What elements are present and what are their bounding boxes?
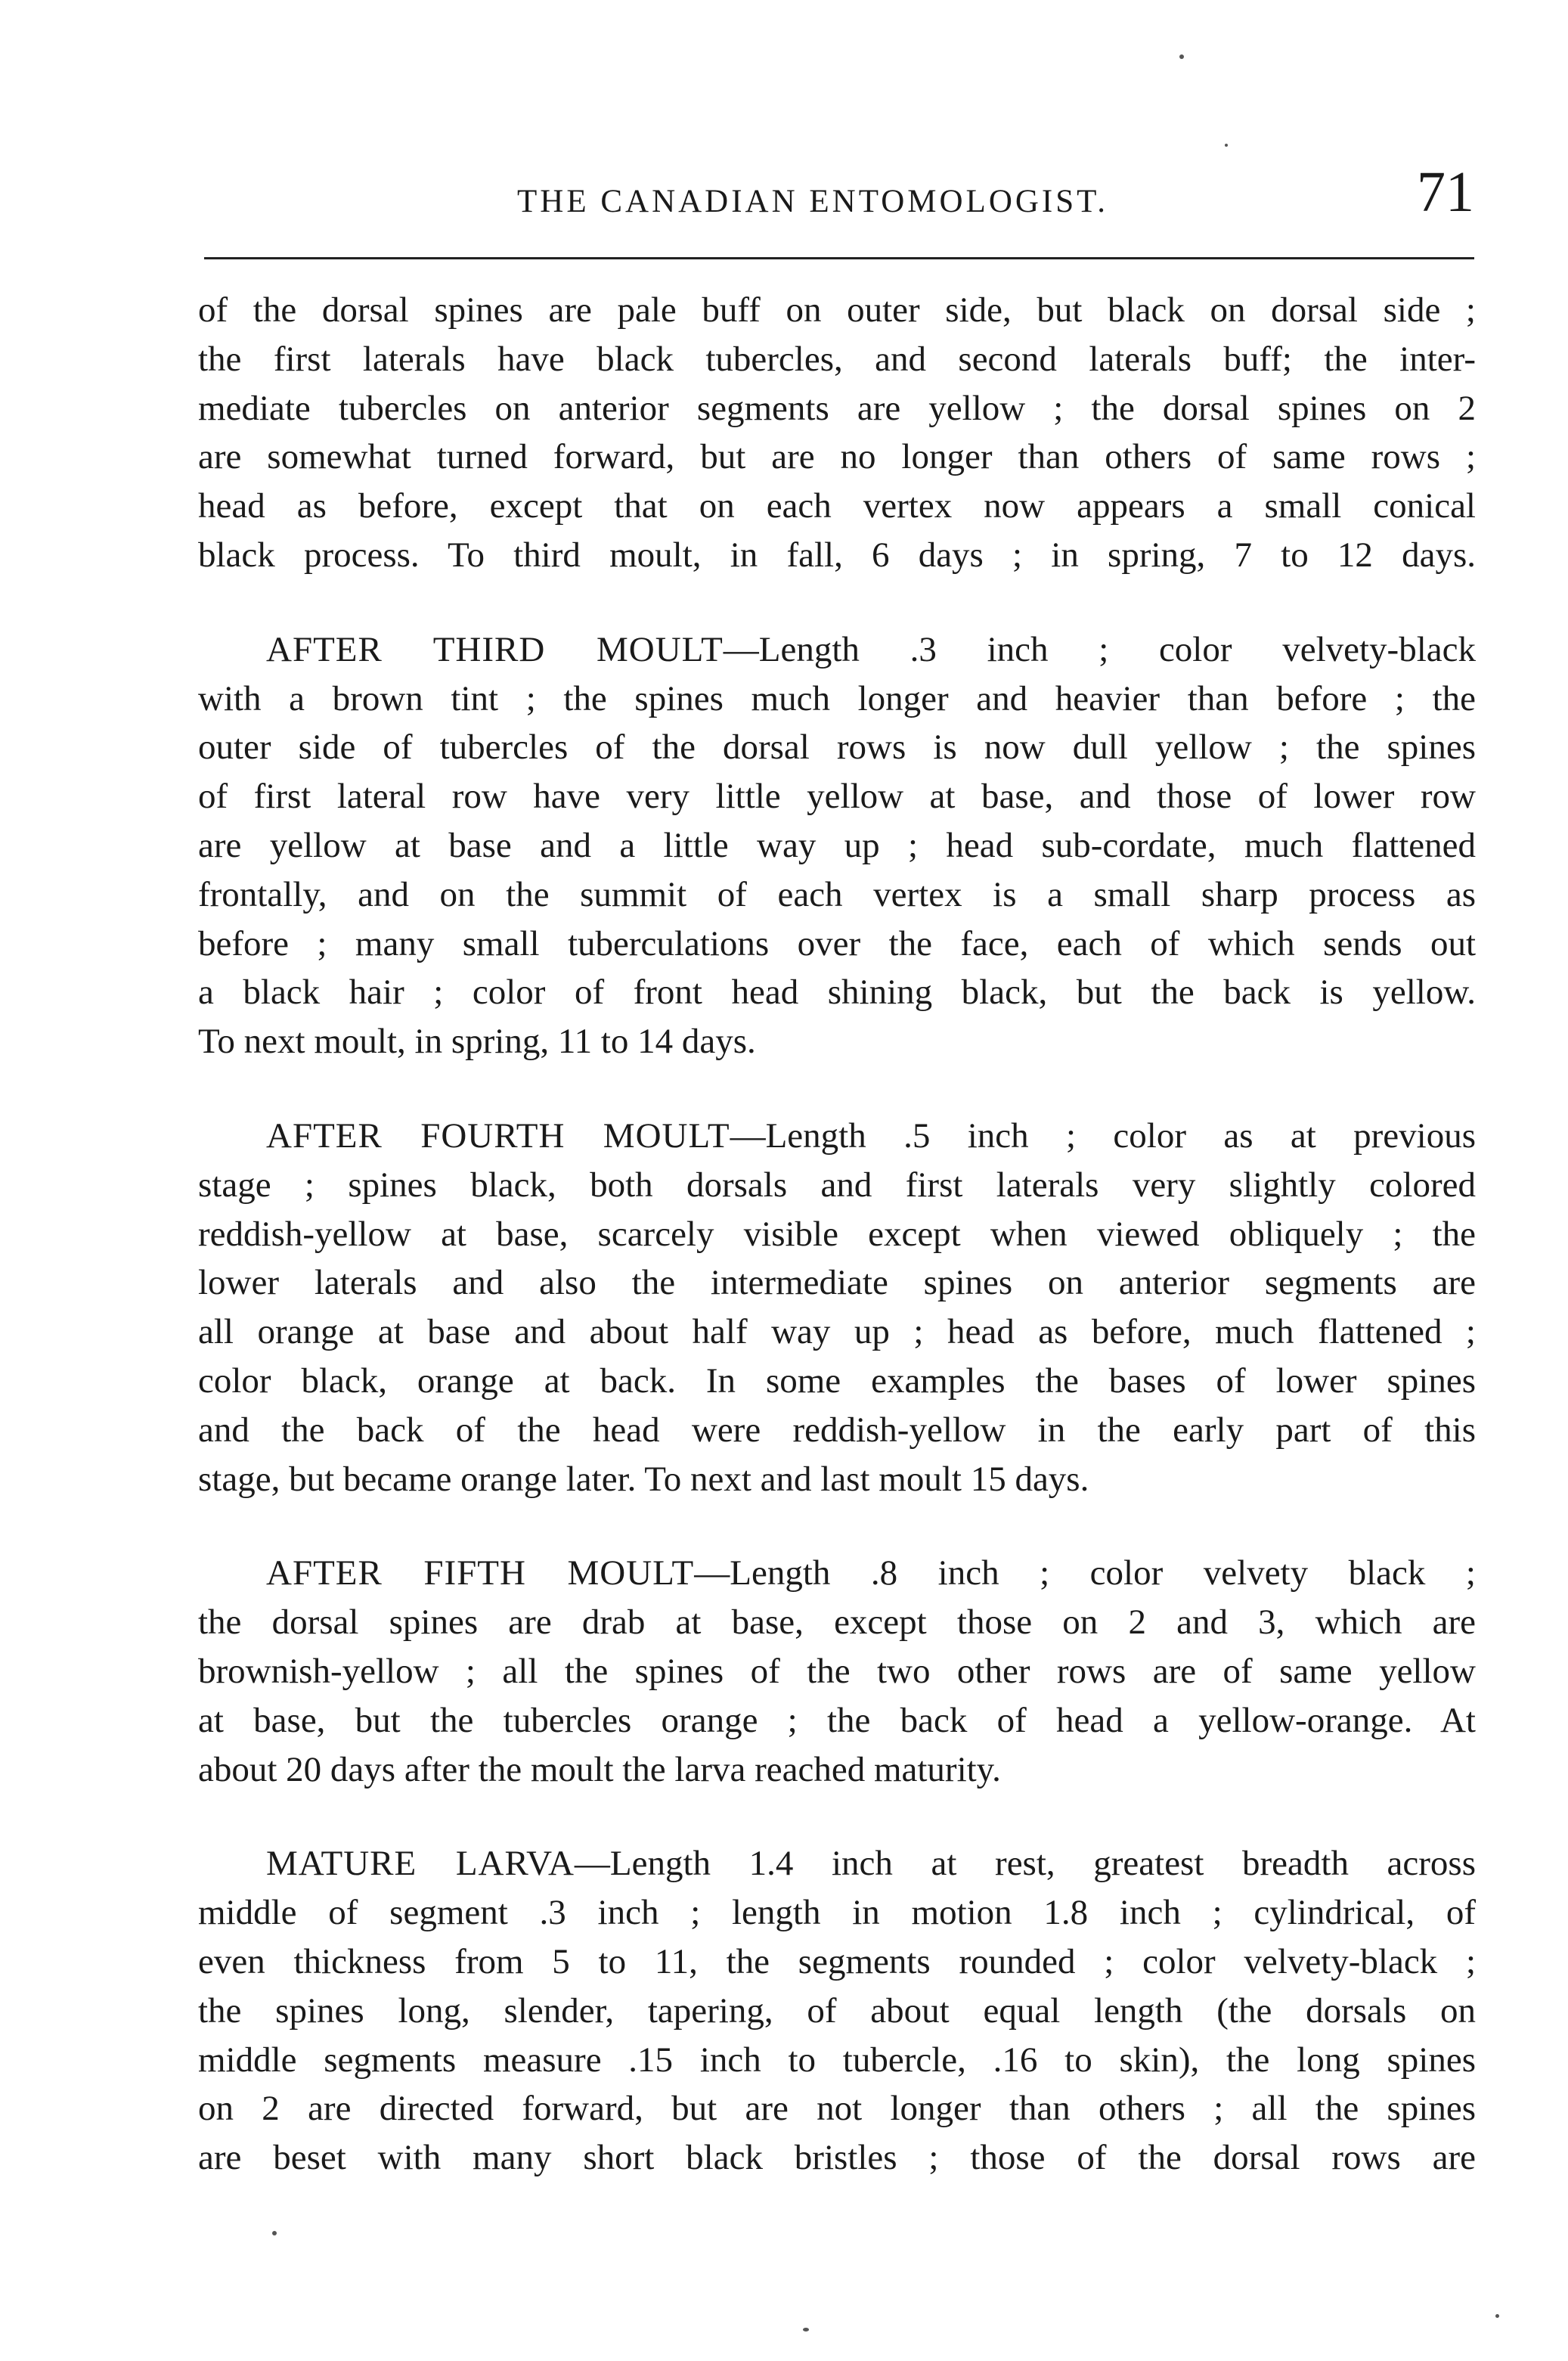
running-head	[204, 160, 1474, 244]
scan-speck	[272, 2231, 277, 2235]
text-line: before ; many small tuberculations over the face, each of which sends out	[198, 923, 1476, 963]
text-line: brownish-yellow ; all the spines of the two other rows are of same yellow	[198, 1651, 1476, 1691]
text-line: stage ; spines black, both dorsals and first laterals very slightly colored	[198, 1165, 1476, 1205]
paragraph-after-fifth-moult	[198, 1549, 1476, 1794]
section-heading: AFTER FOURTH MOULT	[266, 1115, 730, 1156]
paragraph-mature-larva	[198, 1839, 1476, 2183]
text-line	[198, 1549, 1476, 1598]
text-run: —Length 1.4 inch at rest, greatest breadth across	[574, 1844, 1476, 1884]
text-run: —Length .3 inch ; color velvety-black	[723, 629, 1476, 669]
text-run: —Length .5 inch ; color as at previous	[730, 1115, 1477, 1156]
text-line: all orange at base and about half way up ; head as before, much flattened ;	[198, 1312, 1476, 1352]
text-line: reddish-yellow at base, scarcely visible except when viewed obliquely ; the	[198, 1214, 1476, 1254]
text-line: stage, but became orange later. To next and last moult 15 days.	[198, 1459, 1089, 1499]
section-heading: MATURE LARVA	[266, 1844, 575, 1884]
paragraph-after-third-moult	[198, 625, 1476, 1066]
text-line: middle segments measure .15 inch to tubercle, .16 to skin), the long spines	[198, 2040, 1476, 2080]
section-heading: AFTER THIRD MOULT	[266, 629, 724, 669]
text-line: even thickness from 5 to 11, the segments rounded ; color velvety-black ;	[198, 1941, 1476, 1981]
text-line: head as before, except that on each vertex now appears a small conical	[198, 486, 1476, 526]
text-run: —Length .8 inch ; color velvety black ;	[694, 1553, 1476, 1593]
text-line: about 20 days after the moult the larva reached maturity.	[198, 1749, 1001, 1789]
text-line: are somewhat turned forward, but are no longer than others of same rows ;	[198, 437, 1476, 477]
section-heading: AFTER FIFTH MOULT	[266, 1553, 695, 1593]
text-line: black process. To third moult, in fall, 6 days ; in spring, 7 to 12 days.	[198, 535, 1476, 575]
scan-speck	[1225, 144, 1228, 147]
text-line	[198, 1839, 1476, 1888]
text-line: the dorsal spines are drab at base, except those on 2 and 3, which are	[198, 1602, 1476, 1643]
scan-speck	[803, 2328, 809, 2332]
text-line: frontally, and on the summit of each vertex is a small sharp process as	[198, 874, 1476, 914]
body-text	[198, 286, 1476, 2228]
header-rule	[204, 257, 1474, 259]
scan-speck	[1495, 2314, 1499, 2318]
text-line: of the dorsal spines are pale buff on outer side, but black on dorsal side ;	[198, 290, 1476, 330]
text-line: of first lateral row have very little yellow at base, and those of lower row	[198, 777, 1476, 817]
text-line: mediate tubercles on anterior segments are yellow ; the dorsal spines on 2	[198, 388, 1476, 428]
text-line: and the back of the head were reddish-yellow in the early part of this	[198, 1410, 1476, 1450]
text-line: with a brown tint ; the spines much longer and heavier than before ; the	[198, 678, 1476, 718]
text-line: a black hair ; color of front head shining black, but the back is yellow.	[198, 973, 1476, 1013]
text-line: To next moult, in spring, 11 to 14 days.	[198, 1022, 756, 1062]
journal-title: THE CANADIAN ENTOMOLOGIST.	[517, 184, 1108, 219]
text-line: outer side of tubercles of the dorsal rows is now dull yellow ; the spines	[198, 728, 1476, 768]
text-line: on 2 are directed forward, but are not longer than others ; all the spines	[198, 2089, 1476, 2129]
text-line: color black, orange at back. In some examples the bases of lower spines	[198, 1360, 1476, 1401]
text-line: the spines long, slender, tapering, of about equal length (the dorsals on	[198, 1990, 1476, 2031]
text-line: at base, but the tubercles orange ; the back of head a yellow-orange. At	[198, 1700, 1476, 1740]
text-line: are beset with many short black bristles ; those of the dorsal rows are	[198, 2138, 1476, 2178]
text-line: are yellow at base and a little way up ; head sub-cordate, much flattened	[198, 825, 1476, 865]
page-number: 71	[1417, 160, 1474, 224]
text-line	[198, 1112, 1476, 1161]
scan-speck	[1179, 54, 1184, 59]
paragraph-after-fourth-moult	[198, 1112, 1476, 1503]
text-line: middle of segment .3 inch ; length in motion 1.8 inch ; cylindrical, of	[198, 1893, 1476, 1933]
text-line: the first laterals have black tubercles, and second laterals buff; the inter-	[198, 339, 1476, 379]
text-line	[198, 625, 1476, 675]
text-line: lower laterals and also the intermediate spines on anterior segments are	[198, 1263, 1476, 1303]
paragraph-continuation	[198, 286, 1476, 580]
